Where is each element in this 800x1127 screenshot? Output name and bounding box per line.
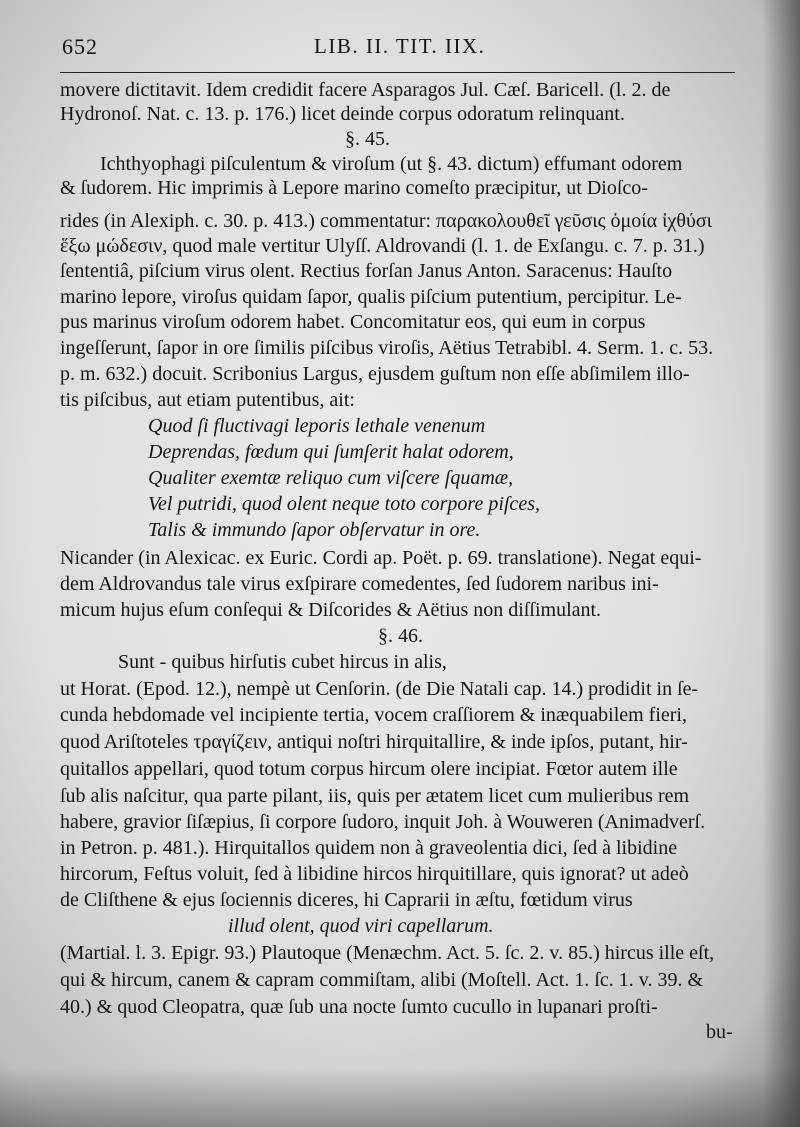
text-line: movere dictitavit. Idem credidit facere Asparagos Jul. Cæſ. Baricell. (l. 2. de (60, 79, 671, 101)
text-line: hircorum, Feſtus voluit, ſed à libidine hircos hirquitillare, quis ignorat? ut adeò (60, 863, 689, 885)
text-line: Ichthyophagi piſculentum & viroſum (ut §. 43. dictum) effumant odorem (100, 153, 683, 175)
page-header (62, 34, 752, 68)
text-line: quitallos appellari, quod totum corpus hircum olere incipiat. Fœtor autem ille (60, 758, 678, 780)
page-edge-shadow (762, 0, 800, 1127)
page-bottom-shadow (0, 1067, 800, 1127)
text-line: p. m. 632.) docuit. Scribonius Largus, ejusdem guſtum non eſſe abſimilem illo- (60, 363, 690, 385)
verse-line: illud olent, quod viri capellarum. (228, 915, 494, 937)
section-heading: §. 45. (345, 128, 390, 150)
text-line: pus marinus viroſum odorem habet. Concomitatur eos, qui eum in corpus (60, 311, 646, 333)
text-line: in Petron. p. 481.). Hirquitallos quidem non à graveolentia dici, ſed à libidine (60, 837, 678, 859)
verse-line: Qualiter exemtæ reliquo cum viſcere ſquamæ, (148, 467, 514, 489)
verse-line: Talis & immundo ſapor obſervatur in ore. (148, 519, 481, 541)
text-line: quod Ariſtoteles τραγίζειν, antiqui noſtri hirquitallire, & inde ipſos, putant, hir- (60, 731, 688, 753)
verse-line: Quod ſi fluctivagi leporis lethale venenum (148, 415, 486, 437)
section-heading: §. 46. (378, 625, 423, 647)
running-head: LIB. II. TIT. IIX. (314, 34, 486, 58)
text-line: & ſudorem. Hic imprimis à Lepore marino comeſto præcipitur, ut Dioſco- (60, 177, 648, 199)
text-line: dem Aldrovandus tale virus exſpirare comedentes, ſed ſudorem naribus ini- (60, 573, 659, 595)
text-line: tis piſcibus, aut etiam putentibus, ait: (60, 389, 355, 411)
text-line: de Cliſthene & ejus ſociennis diceres, hi Caprarii in æſtu, fœtidum virus (60, 889, 633, 911)
page-number: 652 (62, 34, 98, 59)
text-line: ut Horat. (Epod. 12.), nempè ut Cenſorin. (de Die Natali cap. 14.) prodidit in ſe- (60, 678, 699, 700)
text-line: ſub alis naſcitur, qua parte pilant, iis, quis per ætatem licet cum mulieribus rem (60, 785, 690, 807)
text-line: rides (in Alexiph. c. 30. p. 413.) commentatur: παρακολουθεῖ γεῦσις ὁμοία ἰχθύσι (60, 210, 713, 232)
text-line: ἕξω μώδεσιν, quod male vertitur Ulyſſ. Aldrovandi (l. 1. de Exſangu. c. 7. p. 31.) (60, 235, 705, 257)
verse-line: Vel putridi, quod olent neque toto corpore piſces, (148, 493, 540, 515)
text-line: Hydronoſ. Nat. c. 13. p. 176.) licet deinde corpus odoratum relinquant. (60, 103, 625, 125)
text-line: qui & hircum, canem & capram commiſtam, alibi (Moſtell. Act. 1. ſc. 1. v. 39. & (60, 969, 704, 991)
text-line: Nicander (in Alexicac. ex Euric. Cordi ap. Poët. p. 69. translatione). Negat equi- (60, 547, 702, 569)
text-line: marino lepore, viroſus quidam ſapor, qualis piſcium putentium, percipitur. Le- (60, 286, 682, 308)
text-line: (Martial. l. 3. Epigr. 93.) Plautoque (Menæchm. Act. 5. ſc. 2. v. 85.) hircus ille eſt, (60, 942, 715, 964)
header-rule (60, 72, 735, 73)
verse-line: Deprendas, fœdum qui ſumſerit halat odorem, (148, 441, 514, 463)
text-line: cunda hebdomade vel incipiente tertia, vocem craſſiorem & inæquabilem fieri, (60, 704, 687, 726)
text-line: ingeſſerunt, ſapor in ore ſimilis piſcibus viroſis, Aëtius Tetrabibl. 4. Serm. 1. c. 53. (60, 337, 714, 359)
text-line: habere, gravior ſiſæpius, ſi corpore ſudoro, inquit Joh. à Wouweren (Animadverſ. (60, 811, 706, 833)
text-line: micum hujus eſum conſequi & Diſcorides & Aëtius non diſſimulant. (60, 599, 602, 621)
text-line: 40.) & quod Cleopatra, quæ ſub una nocte ſumto cucullo in lupanari proſti- (60, 996, 658, 1018)
catchword: bu- (706, 1021, 733, 1043)
text-line: Sunt - quibus hirſutis cubet hircus in alis, (118, 651, 447, 673)
text-line: ſententiâ, piſcium virus olent. Rectius forſan Janus Anton. Saracenus: Hauſto (60, 260, 673, 282)
